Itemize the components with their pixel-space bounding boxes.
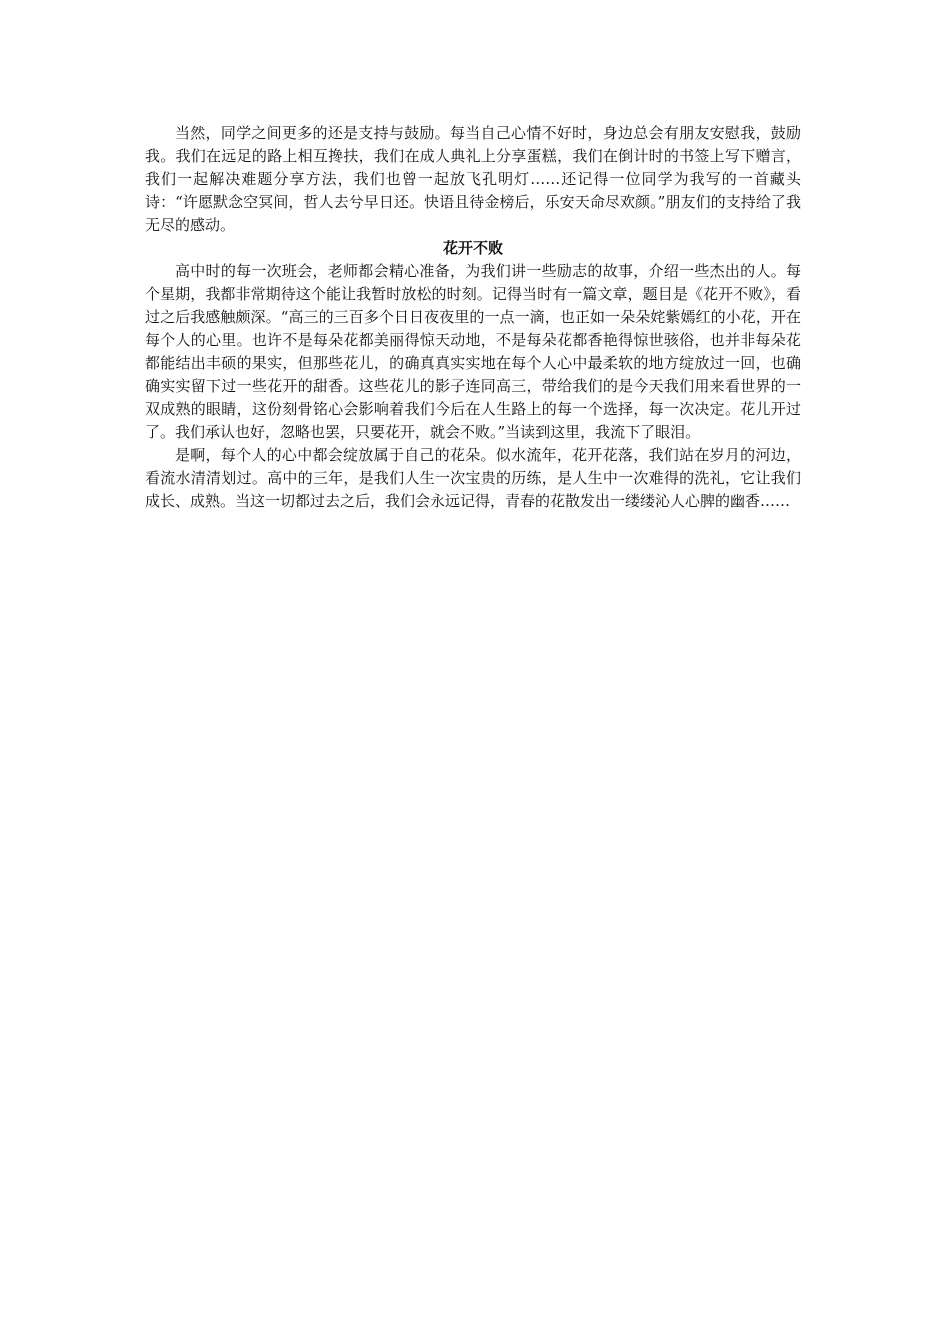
section-heading: 花开不败 <box>442 239 503 257</box>
document-body <box>145 122 801 513</box>
paragraph-class-meeting: 高中时的每一次班会，老师都会精心准备，为我们讲一些励志的故事，介绍一些杰出的人。每个星期，我都非常期待这个能让我暂时放松的时刻。记得当时有一篇文章，题目是《花开不败》，看过之后我感触颇深。“高三的三百多个日日夜夜里的一点一滴，也正如一朵朵姹紫嫣红的小花，开在每个人的心里。也许不是每朵花都美丽得惊天动地，不是每朵花都香艳得惊世骇俗，也并非每朵花都能结出丰硕的果实，但那些花儿，的确真真实实地在每个人心中最柔软的地方绽放过一回，也确确实实留下过一些花开的甜香。这些花儿的影子连同高三，带给我们的是今天我们用来看世界的一双成熟的眼睛，这份刻骨铭心会影响着我们今后在人生路上的每一个选择，每一次决定。花儿开过了。我们承认也好，忽略也罢，只要花开，就会不败。”当读到这里，我流下了眼泪。 <box>145 262 801 441</box>
paragraph-support: 当然，同学之间更多的还是支持与鼓励。每当自己心情不好时，身边总会有朋友安慰我，鼓励我。我们在远足的路上相互搀扶，我们在成人典礼上分享蛋糕，我们在倒计时的书签上写下赠言，我们一起解决难题分享方法，我们也曾一起放飞孔明灯……还记得一位同学为我写的一首藏头诗：“许愿默念空冥间，哲人去兮早日还。快语且待金榜后，乐安天命尽欢颜。”朋友们的支持给了我无尽的感动。 <box>145 124 801 234</box>
paragraph-conclusion: 是啊，每个人的心中都会绽放属于自己的花朵。似水流年，花开花落，我们站在岁月的河边，看流水清清划过。高中的三年，是我们人生一次宝贵的历练，是人生中一次难得的洗礼，它让我们成长、成熟。当这一切都过去之后，我们会永远记得，青春的花散发出一缕缕沁人心脾的幽香…… <box>145 446 801 510</box>
